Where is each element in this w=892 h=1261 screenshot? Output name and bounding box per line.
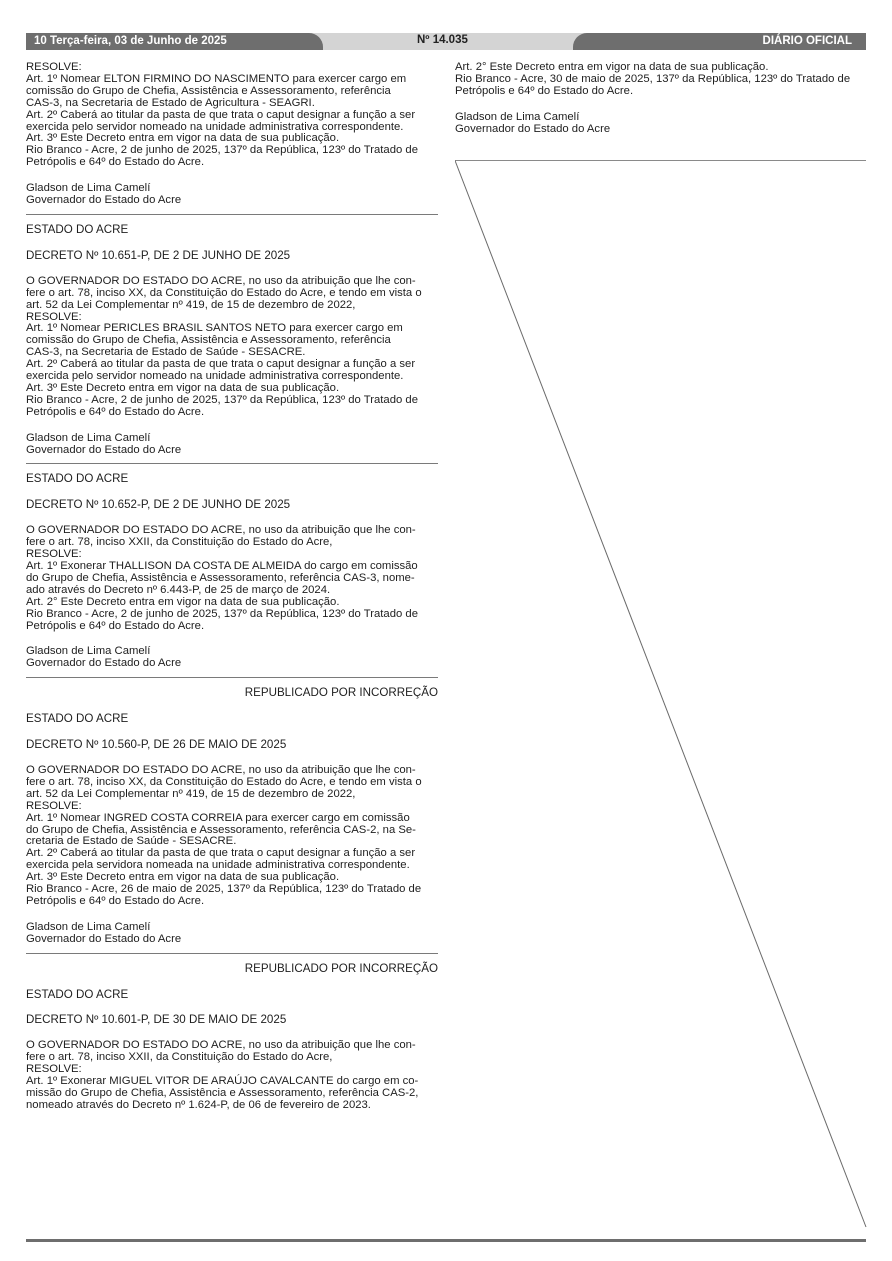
text-line: Rio Branco - Acre, 26 de maio de 2025, 137º da República, 123º do Tratado de xyxy=(26,883,422,896)
signature-title: Governador do Estado do Acre xyxy=(26,932,182,945)
text-line: Petrópolis e 64º do Estado do Acre. xyxy=(26,156,205,169)
decree-10560 xyxy=(26,687,438,945)
text-line: cretaria de Estado de Saúde - SESACRE. xyxy=(26,835,237,848)
republished-notice: REPUBLICADO POR INCORREÇÃO xyxy=(244,961,438,975)
text-line: exercida pelo servidor nomeado na unidade administrativa correspondente. xyxy=(26,370,404,383)
header-left-tab xyxy=(26,33,323,50)
republished-notice: REPUBLICADO POR INCORREÇÃO xyxy=(244,686,438,700)
section-divider xyxy=(26,677,438,678)
right-column xyxy=(455,62,866,136)
signature-name: Gladson de Lima Camelí xyxy=(26,920,151,933)
text-line: Art. 1º Nomear ELTON FIRMINO DO NASCIMENTO para exercer cargo em xyxy=(26,72,407,85)
text-line: art. 52 da Lei Complementar nº 419, de 15 de dezembro de 2022, xyxy=(26,787,356,800)
decree-title: DECRETO Nº 10.651-P, DE 2 DE JUNHO DE 2025 xyxy=(26,248,291,262)
page-and-date: 10 Terça-feira, 03 de Junho de 2025 xyxy=(34,35,227,47)
decree-title: DECRETO Nº 10.652-P, DE 2 DE JUNHO DE 2025 xyxy=(26,498,291,512)
decree-title: DECRETO Nº 10.601-P, DE 30 DE MAIO DE 2025 xyxy=(26,1013,287,1027)
text-line: comissão do Grupo de Chefia, Assistência e Assessoramento, referência xyxy=(26,84,391,97)
text-line: Art. 1º Exonerar THALLISON DA COSTA DE ALMEIDA do cargo em comissão xyxy=(26,560,418,572)
text-line: O GOVERNADOR DO ESTADO DO ACRE, no uso da atribuição que lhe con- xyxy=(26,524,416,537)
text-line: missão do Grupo de Chefia, Assistência e Assessoramento, referência CAS-2, xyxy=(26,1087,419,1099)
text-line: Art. 2° Este Decreto entra em vigor na data de sua publicação. xyxy=(455,61,769,73)
decree-continuation xyxy=(26,62,438,207)
cancel-mark-diagonal xyxy=(455,161,866,1228)
text-line: RESOLVE: xyxy=(26,548,82,561)
text-line: Art. 1º Nomear PERICLES BRASIL SANTOS NETO para exercer cargo em xyxy=(26,322,403,335)
text-line: do Grupo de Chefia, Assistência e Assessoramento, referência CAS-3, nome- xyxy=(26,571,415,584)
section-divider xyxy=(26,214,438,215)
signature-name: Gladson de Lima Camelí xyxy=(26,431,151,444)
text-line: O GOVERNADOR DO ESTADO DO ACRE, no uso da atribuição que lhe con- xyxy=(26,763,416,776)
text-line: Art. 3º Este Decreto entra em vigor na data de sua publicação. xyxy=(26,871,340,884)
text-line: art. 52 da Lei Complementar nº 419, de 15 de dezembro de 2022, xyxy=(26,298,356,311)
state-heading: ESTADO DO ACRE xyxy=(26,472,129,486)
text-line: do Grupo de Chefia, Assistência e Assessoramento, referência CAS-2, na Se- xyxy=(26,823,416,836)
text-line: fere o art. 78, inciso XX, da Constituição do Estado do Acre, e tendo em vista o xyxy=(26,775,422,788)
decree-10651 xyxy=(26,224,438,457)
publication-name: DIÁRIO OFICIAL xyxy=(762,35,852,47)
text-line: RESOLVE: xyxy=(26,1063,82,1076)
signature-name: Gladson de Lima Camelí xyxy=(455,110,580,123)
edition-number: Nº 14.035 xyxy=(417,34,468,46)
page-header xyxy=(26,33,866,50)
text-line: O GOVERNADOR DO ESTADO DO ACRE, no uso da atribuição que lhe con- xyxy=(26,1039,416,1052)
text-line: Art. 3º Este Decreto entra em vigor na data de sua publicação. xyxy=(26,381,340,394)
text-line: RESOLVE: xyxy=(26,61,82,73)
decree-10601 xyxy=(26,963,438,1112)
header-right-tab xyxy=(573,33,866,50)
text-line: O GOVERNADOR DO ESTADO DO ACRE, no uso da atribuição que lhe con- xyxy=(26,274,416,287)
text-line: Petrópolis e 64º do Estado do Acre. xyxy=(26,405,205,418)
text-line: Petrópolis e 64º do Estado do Acre. xyxy=(455,84,634,97)
text-line: Rio Branco - Acre, 2 de junho de 2025, 137º da República, 123º do Tratado de xyxy=(26,144,418,157)
decree-10652 xyxy=(26,473,438,670)
text-line: CAS-3, na Secretaria de Estado de Saúde - SESACRE. xyxy=(26,346,306,359)
text-line: fere o art. 78, inciso XX, da Constituição do Estado do Acre, e tendo em vista o xyxy=(26,286,422,299)
text-line: ado através do Decreto nº 6.443-P, de 25 de março de 2024. xyxy=(26,583,331,596)
section-divider xyxy=(26,463,438,464)
state-heading: ESTADO DO ACRE xyxy=(26,987,129,1001)
left-column xyxy=(26,62,438,1112)
text-line: Rio Branco - Acre, 2 de junho de 2025, 137º da República, 123º do Tratado de xyxy=(26,607,418,620)
text-line: Petrópolis e 64º do Estado do Acre. xyxy=(26,894,205,907)
text-line: Rio Branco - Acre, 30 de maio de 2025, 137º da República, 123º do Tratado de xyxy=(455,72,851,85)
text-line: Rio Branco - Acre, 2 de junho de 2025, 137º da República, 123º do Tratado de xyxy=(26,393,418,406)
text-line: Art. 2º Caberá ao titular da pasta de que trata o caput designar a função a ser xyxy=(26,358,416,371)
text-line: Art. 2° Este Decreto entra em vigor na data de sua publicação. xyxy=(26,595,340,608)
text-line: exercida pelo servidor nomeado na unidade administrativa correspondente. xyxy=(26,120,404,133)
text-line: exercida pela servidora nomeada na unidade administrativa correspondente. xyxy=(26,859,410,872)
signature-name: Gladson de Lima Camelí xyxy=(26,182,151,195)
text-line: RESOLVE: xyxy=(26,310,82,323)
signature-title: Governador do Estado do Acre xyxy=(26,657,182,670)
signature-name: Gladson de Lima Camelí xyxy=(26,645,151,658)
text-line: Petrópolis e 64º do Estado do Acre. xyxy=(26,619,205,632)
text-line: nomeado através do Decreto nº 1.624-P, de 06 de fevereiro de 2023. xyxy=(26,1098,371,1111)
text-line: fere o art. 78, inciso XXII, da Constituição do Estado do Acre, xyxy=(26,536,333,549)
text-line: Art. 1º Exonerar MIGUEL VITOR DE ARAÚJO CAVALCANTE do cargo em co- xyxy=(26,1075,419,1088)
blank-area-cancel-mark xyxy=(455,160,867,1230)
text-line: CAS-3, na Secretaria de Estado de Agricultura - SEAGRI. xyxy=(26,96,315,109)
text-line: Art. 1º Nomear INGRED COSTA CORREIA para exercer cargo em comissão xyxy=(26,811,410,824)
signature-title: Governador do Estado do Acre xyxy=(26,194,182,207)
section-divider xyxy=(26,953,438,954)
text-line: fere o art. 78, inciso XXII, da Constituição do Estado do Acre, xyxy=(26,1051,333,1064)
state-heading: ESTADO DO ACRE xyxy=(26,712,129,726)
text-line: Art. 2º Caberá ao titular da pasta de que trata o caput designar a função a ser xyxy=(26,108,416,121)
signature-title: Governador do Estado do Acre xyxy=(26,443,182,456)
footer-rule xyxy=(26,1239,866,1242)
text-line: Art. 2º Caberá ao titular da pasta de que trata o caput designar a função a ser xyxy=(26,847,416,860)
text-line: Art. 3º Este Decreto entra em vigor na data de sua publicação. xyxy=(26,132,340,145)
signature-title: Governador do Estado do Acre xyxy=(455,122,611,135)
state-heading: ESTADO DO ACRE xyxy=(26,222,129,236)
text-line: comissão do Grupo de Chefia, Assistência e Assessoramento, referência xyxy=(26,334,391,347)
decree-title: DECRETO Nº 10.560-P, DE 26 DE MAIO DE 2025 xyxy=(26,738,287,752)
text-line: RESOLVE: xyxy=(26,799,82,812)
